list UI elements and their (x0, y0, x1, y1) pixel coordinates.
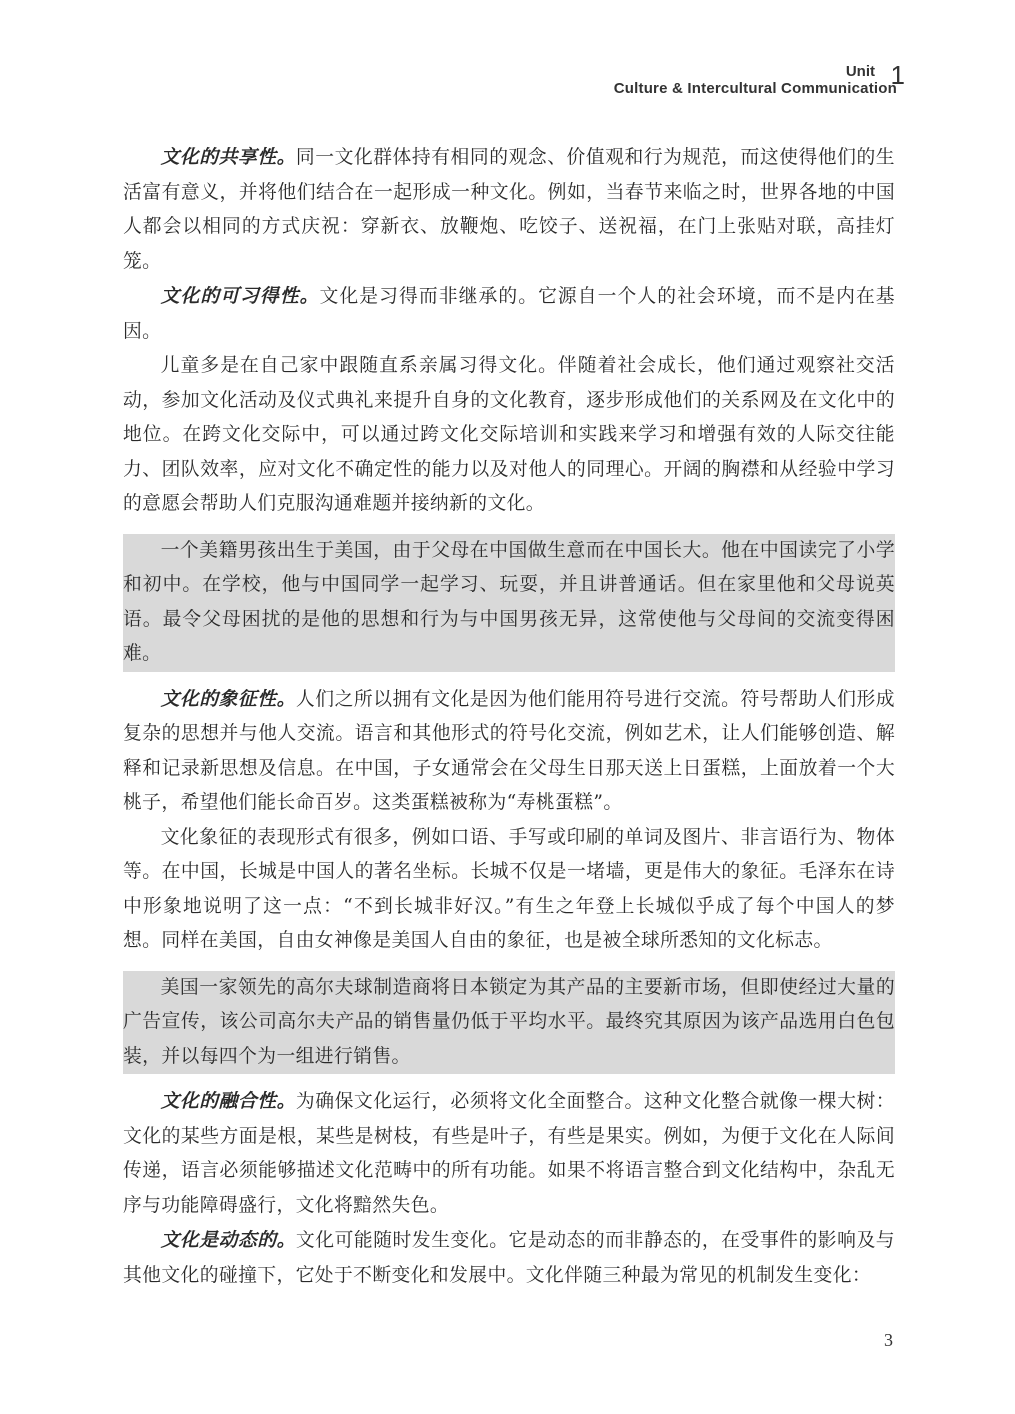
term-heading: 文化的象征性。 (160, 687, 296, 710)
paragraph-learned (123, 279, 895, 349)
unit-title: Culture & Intercultural Communication (613, 80, 897, 97)
paragraph-text: 文化是习得而非继承的。它源自一个人的社会环境，而不是内在基因。 (123, 286, 895, 342)
term-heading: 文化的融合性。 (160, 1090, 296, 1112)
term-heading: 文化的可习得性。 (160, 285, 320, 307)
paragraph-text: 文化象征的表现形式有很多，例如口语、手写或印刷的单词及图片、非言语行为、物体等。在中国，长城是中国人的著名坐标。长城不仅是一堵墙，更是伟大的象征。毛泽东在诗中形象地说明了这一点：“不到长城非好汉。”有生之年登上长城似乎成了每个中国人的梦想。同样在美国，自由女神像是美国人自由的象征，也是被全球所悉知的文化标志。 (123, 826, 895, 951)
paragraph-text: 儿童多是在自己家中跟随直系亲属习得文化。伴随着社会成长，他们通过观察社交活动，参加文化活动及仪式典礼来提升自身的文化教育，逐步形成他们的关系网及在文化中的地位。在跨文化交际中，可以通过跨文化交际培训和实践来学习和增强有效的人际交往能力、团队效率，应对文化不确定性的能力以及对他人的同理心。开阔的胸襟和从经验中学习的意愿会帮助人们克服沟通难题并接纳新的文化。 (123, 355, 895, 514)
unit-number: 1 (890, 60, 905, 90)
case-study-golf: 美国一家领先的高尔夫球制造商将日本锁定为其产品的主要新市场，但即使经过大量的广告宣传，该公司高尔夫产品的销售量仍低于平均水平。最终究其原因为该产品选用白色包装，并以每四个为一组进行销售。 (123, 971, 895, 1075)
term-heading: 文化是动态的。 (160, 1229, 296, 1251)
paragraph-integrated (123, 1084, 895, 1223)
paragraph-children (123, 349, 895, 522)
paragraph-text: 人们之所以拥有文化是因为他们能用符号进行交流。符号帮助人们形成复杂的思想并与他人交流。语言和其他形式的符号化交流，例如艺术，让人们能够创造、解释和记录新思想及信息。在中国，子女通常会在父母生日那天送上日蛋糕，上面放着一个大桃子，希望他们能长命百岁。这类蛋糕被称为“寿桃蛋糕”。 (123, 688, 895, 813)
paragraph-symbol-forms (123, 821, 895, 959)
paragraph-dynamic (123, 1223, 895, 1293)
paragraph-text: 文化可能随时发生变化。它是动态的而非静态的，在受事件的影响及与其他文化的碰撞下，它处于不断变化和发展中。文化伴随三种最为常见的机制发生变化： (123, 1230, 895, 1286)
paragraph-shared (123, 140, 895, 279)
page-body (123, 140, 895, 1293)
running-header (613, 60, 905, 98)
term-heading: 文化的共享性。 (160, 146, 296, 168)
page-number: 3 (884, 1330, 893, 1350)
paragraph-text: 为确保文化运行，必须将文化全面整合。这种文化整合就像一棵大树：文化的某些方面是根，某些是树枝，有些是叶子，有些是果实。例如，为便于文化在人际间传递，语言必须能够描述文化范畴中的所有功能。如果不将语言整合到文化结构中，杂乱无序与功能障碍盛行，文化将黯然失色。 (123, 1091, 895, 1216)
paragraph-symbolic (123, 682, 895, 821)
unit-label: Unit (845, 63, 875, 80)
paragraph-text: 同一文化群体持有相同的观念、价值观和行为规范，而这使得他们的生活富有意义，并将他们结合在一起形成一种文化。例如，当春节来临之时，世界各地的中国人都会以相同的方式庆祝：穿新衣、放鞭炮、吃饺子、送祝福，在门上张贴对联，高挂灯笼。 (123, 147, 895, 272)
case-study-boy: 一个美籍男孩出生于美国，由于父母在中国做生意而在中国长大。他在中国读完了小学和初中。在学校，他与中国同学一起学习、玩耍，并且讲普通话。但在家里他和父母说英语。最令父母困扰的是他的思想和行为与中国男孩无异，这常使他与父母间的交流变得困难。 (123, 534, 895, 672)
